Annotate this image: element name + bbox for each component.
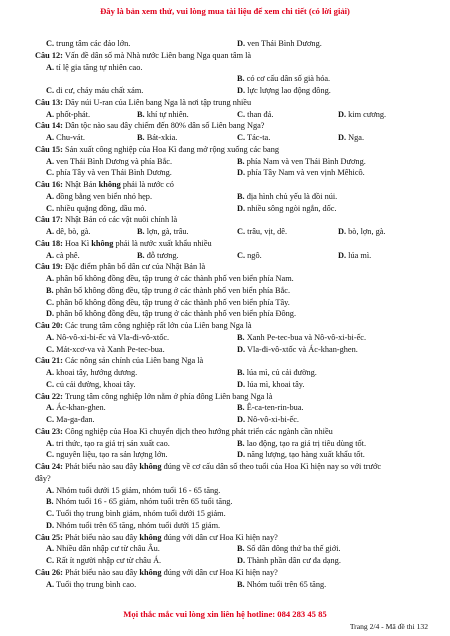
question-number: Câu 16: [35,180,63,189]
option-text: than đá. [247,109,274,119]
option-b [137,109,189,121]
option-a [46,226,91,238]
option-letter: B. [237,191,245,201]
option-text: phía Tây Nam và ven vịnh Mêhicô. [247,168,365,178]
option-left [46,344,165,356]
option-row [35,485,430,497]
question-text: Phát biểu nào sau đây [64,462,140,471]
question-list [35,38,430,590]
option-letter: C. [237,133,246,142]
option-left [46,579,136,591]
option-letter: B. [237,368,245,377]
option-text: đỗ tương. [146,250,179,260]
option-d [338,226,386,238]
option-right [237,438,366,450]
option-letter: A. [46,133,55,142]
question-stem [35,97,430,109]
option-right [237,555,341,567]
option-letter: A. [46,368,55,377]
option-text: lợn, gà, trâu. [146,227,189,236]
option-d [338,132,364,144]
option-text: có cơ cấu dân số già hóa. [246,74,331,84]
option-row [35,132,430,144]
option-letter: A. [46,485,55,495]
option [46,62,142,74]
question-stem [35,391,430,403]
question-number: Câu 21: [35,356,63,366]
option-text: ven Thái Bình Dương. [247,39,322,48]
option [46,285,290,297]
option-row [35,438,430,450]
question-number: Câu 17: [35,215,63,225]
option-letter: D. [46,309,55,319]
option-letter: D. [237,168,246,178]
option [237,73,330,85]
option-letter: C. [237,250,246,260]
option-left [46,555,161,567]
option-text: Nhóm tuổi trên 65 tăng. [246,579,327,589]
option-text: lao động, tạo ra giá trị tiêu dùng tốt. [246,438,367,448]
option-d [338,109,386,121]
option-letter: C. [46,39,55,48]
option-right [237,344,358,356]
question-text-end: phải là nước có [120,180,174,189]
option-left [46,332,169,344]
question-stem [35,355,430,367]
question-stem [35,261,430,273]
question-text: Dãy núi U-ran của Liên bang Nga là nơi tập trung nhiều [64,97,252,107]
option-left [46,543,160,555]
option-row [35,250,430,262]
option-right [237,402,304,414]
option-text: Bát-xkia. [146,133,178,142]
question-text: Dân tộc nào sau đây chiếm đến 80% dân số Liên bang Nga? [64,121,265,131]
option-row [35,308,430,320]
option-text: Số dân đông thứ ba thế giới. [246,544,341,554]
option-text: tỉ lệ gia tăng tự nhiên cao. [56,62,143,72]
option-row [35,555,430,567]
option-text: củ cải đường, khoai tây. [56,379,136,389]
option-letter: C. [46,556,55,565]
option-text: Thành phần dân cư đa dạng. [247,556,341,565]
option-right [237,38,322,50]
question-text: đây? [35,473,51,483]
option-text: Nhóm tuổi trên 65 tăng, nhóm tuổi dưới 15 giảm. [56,520,221,530]
option-text: Chu-vát. [56,133,85,142]
option-left [46,167,172,179]
option-letter: A. [46,403,55,413]
option-letter: A. [46,191,55,201]
option-c [237,250,262,262]
option-text: khoai tây, hướng dương. [56,368,138,377]
option-letter: D. [237,203,246,213]
option-text: nhiều sông ngòi ngắn, dốc. [247,203,337,213]
option-letter: A. [46,62,55,72]
question-number: Câu 24: [35,462,63,471]
option-left [46,191,152,203]
option-text: Tuổi thọ trung bình giảm, nhóm tuổi dưới 15 giảm. [56,509,226,518]
option-right [237,332,366,344]
question-text-end: đúng về cơ cấu dân số theo tuổi của Hoa Kì hiện nay so với trước [161,462,382,471]
option-text: Nô-vô-xi-bi-ếc và Vla-đi-vô-xtốc. [56,332,170,342]
option-letter: C. [46,509,55,518]
question-emphasis: không [139,462,162,471]
option-right [237,579,326,591]
option-left [46,85,143,97]
question-text: Hoa Kì [64,238,92,248]
option-text: ven Thái Bình Dương và phía Bắc. [56,156,173,166]
option-letter: B. [237,438,245,448]
question-text-end: phải là nước xuất khẩu nhiều [113,238,212,248]
option-right [237,543,341,555]
option-left [46,438,170,450]
option-letter: B. [237,403,245,413]
question-emphasis: không [98,180,121,189]
option-row [35,543,430,555]
question-text-end: đúng với dân cư Hoa Kì hiện nay? [161,532,278,542]
question-number: Câu 26: [35,567,63,577]
option-letter: B. [237,332,245,342]
option-letter: C. [46,450,55,460]
option-text: Nhiều dân nhập cư từ châu Âu. [56,544,160,554]
option-text: địa hình chủ yếu là đồi núi. [246,191,338,201]
option-row [35,332,430,344]
option-left [46,203,147,215]
question-stem [35,238,430,250]
option-letter: D. [338,133,347,142]
question-stem [35,320,430,332]
option-letter: A. [46,156,55,166]
option-row [35,367,430,379]
option-letter: B. [237,544,245,554]
option-left [46,449,168,461]
option-b [137,226,189,238]
option [46,297,290,309]
option-right [237,167,365,179]
question-stem [35,567,430,579]
option-row [35,62,430,74]
option-right [237,191,337,203]
option-letter: B. [46,285,54,295]
option-text: phía Tây và ven Thái Bình Dương. [56,168,172,178]
option-letter: C. [46,168,55,178]
option-text: Ác-khan-ghen. [56,403,106,413]
option-row [35,73,430,85]
question-text: Sản xuất công nghiệp của Hoa Kì đang mở rộng xuống các bang [64,144,280,154]
question-emphasis: không [139,567,162,577]
option-letter: D. [338,109,347,119]
option-letter: C. [46,297,55,307]
option-text: bò, lợn, gà. [348,227,386,236]
option-text: Mát-xcơ-va và Xanh Pe-tec-bua. [56,344,165,354]
option [46,508,226,520]
option-letter: D. [237,556,246,565]
question-number: Câu 13: [35,97,63,107]
option-text: kim cương. [348,109,387,119]
option-row [35,344,430,356]
option-right [237,203,337,215]
option-letter: A. [46,227,55,236]
option-text: lúa mì, khoai tây. [247,379,305,389]
option-text: trung tâm các đảo lớn. [56,39,131,48]
question-emphasis: không [91,238,114,248]
question-stem [35,214,430,226]
option-letter: D. [237,39,246,48]
option-text: trâu, vịt, dê. [247,227,288,236]
option-text: đồng bằng ven biển nhỏ hẹp. [56,191,153,201]
option-letter: B. [137,250,145,260]
option-row [35,167,430,179]
option-letter: C. [46,86,55,95]
option-text: Nhóm tuổi 16 - 65 giảm, nhóm tuổi trên 65 tuổi tăng. [55,497,233,507]
option-letter: B. [137,133,145,142]
option [46,496,232,508]
option-row [35,297,430,309]
option-text: nguyên liệu, tạo ra sản lượng lớn. [56,450,168,460]
option-c [237,226,287,238]
question-number: Câu 15: [35,144,63,154]
question-number: Câu 18: [35,238,63,248]
question-number: Câu 12: [35,50,63,60]
question-stem [35,532,430,544]
option-row [35,273,430,285]
option-left [46,379,135,391]
option-row [35,38,430,50]
option-a [46,109,90,121]
option-row [35,508,430,520]
question-text: Nhật Bản có các vật nuôi chính là [64,215,178,225]
question-stem [35,120,430,132]
option-letter: D. [237,86,246,95]
option-letter: B. [137,109,145,119]
question-number: Câu 23: [35,426,63,436]
question-text: Trung tâm công nghiệp lớn nằm ở phía đông Liên bang Nga là [64,391,273,401]
option-d [338,250,371,262]
question-text: Công nghiệp của Hoa Kì chuyển dịch theo hướng phát triển các ngành cần nhiều [64,426,333,436]
option-letter: A. [46,274,55,283]
option-text: Tuổi thọ trung bình cao. [56,579,137,589]
option-a [46,132,85,144]
option-letter: B. [137,227,145,236]
option-text: lúa mì, củ cải đường. [246,368,317,377]
option-a [46,250,80,262]
option-text: phân bố không đồng đều, tập trung ở các thành phố ven biển phía Nam. [56,274,294,283]
option-letter: A. [46,544,55,554]
option-letter: C. [237,227,246,236]
option-letter: A. [46,250,55,260]
preview-banner: Đây là bản xem thử, vui lòng mua tài liệu để xem chi tiết (có lời giải) [100,6,350,16]
option-b [137,132,177,144]
option-letter: D. [237,379,246,389]
option-letter: B. [237,156,245,166]
option-right [237,85,331,97]
option-letter: A. [46,109,55,119]
option-row [35,402,430,414]
option-right [237,156,366,168]
option-row [35,285,430,297]
option-text: phân bố không đồng đều, tập trung ở các thành phố ven biển phía Tây. [56,297,290,307]
hotline-footer: Mọi thắc mắc vui lòng xin liên hệ hotline: 084 283 45 85 [123,609,327,619]
option-left [46,38,130,50]
option-text: Ê-ca-ten-rin-bua. [246,403,304,413]
option-row [35,449,430,461]
option-left [46,414,95,426]
option-row [35,579,430,591]
question-text: Vấn đề dân số mà Nhà nước Liên bang Nga quan tâm là [64,50,252,60]
question-emphasis: không [139,532,162,542]
option-b [137,250,179,262]
option-row [35,109,430,121]
question-text: Các trung tâm công nghiệp rất lớn của Liên bang Nga là [64,321,252,330]
option-right [237,367,317,379]
option-letter: A. [46,579,55,589]
option-text: di cư, chảy máu chất xám. [56,86,144,95]
option-text: Tác-ta. [247,133,271,142]
option-text: Rất ít người nhập cư từ châu Á. [56,556,162,565]
question-number: Câu 14: [35,121,63,131]
option-row [35,520,430,532]
option-text: Vla-đi-vô-xtốc và Ác-khan-ghen. [247,344,358,354]
option-text: phân bố không đồng đều, tập trung ở các thành phố ven biển phía Đông. [56,309,297,319]
question-text: Đặc điểm phân bố dân cư của Nhật Bản là [64,262,206,272]
question-text: Nhật Bản [64,180,99,189]
question-number: Câu 22: [35,391,63,401]
option-letter: C. [46,415,55,424]
option-letter: C. [46,344,55,354]
option-letter: D. [338,250,347,260]
option-letter: B. [237,74,245,84]
question-stem [35,144,430,156]
option-letter: A. [46,332,55,342]
option-text: ngô. [247,250,262,260]
page-info: Trang 2/4 - Mã đề thi 132 [349,622,428,631]
question-text: Các nông sản chính của Liên bang Nga là [64,356,204,366]
question-number: Câu 19: [35,262,63,272]
option-letter: B. [237,579,245,589]
option-text: dê, bò, gà. [56,227,91,236]
option-text: lực lượng lao động đông. [247,86,331,95]
question-text-continued [35,473,430,485]
option-right [237,449,365,461]
option-text: cà phê. [56,250,80,260]
option-text: phân bố không đồng đều, tập trung ở các thành phố ven biển phía Bắc. [55,285,291,295]
question-number: Câu 25: [35,532,63,542]
question-text-end: đúng với dân cư Hoa Kì hiện nay? [161,567,278,577]
option-text: nhiều quặng đồng, dầu mỏ. [56,203,147,213]
option-letter: C. [46,379,55,389]
option [46,520,220,532]
option-letter: D. [237,450,246,460]
option-row [35,226,430,238]
option-text: Ma-ga-đan. [56,415,95,424]
option-letter: D. [237,415,246,424]
option-text: Nhóm tuổi dưới 15 giảm, nhóm tuổi 16 - 65 tăng. [56,485,221,495]
option-letter: D. [237,344,246,354]
question-stem [35,179,430,191]
question-stem [35,50,430,62]
option [46,308,296,320]
option-left [46,367,137,379]
question-text: Phát biểu nào sau đây [64,567,140,577]
option-letter: C. [237,109,246,119]
option-letter: B. [46,497,54,507]
option-letter: D. [338,227,347,236]
option-row [35,191,430,203]
option-letter: D. [46,520,55,530]
option-row [35,85,430,97]
option-text: Nga. [348,133,365,142]
option-text: khí tự nhiên. [146,109,189,119]
question-number: Câu 20: [35,321,63,330]
question-stem [35,461,430,473]
option-right [237,414,299,426]
option-text: phía Nam và ven Thái Bình Dương. [246,156,366,166]
option-row [35,379,430,391]
option-row [35,203,430,215]
option-c [237,109,273,121]
option-text: tri thức, tạo ra giá trị sản xuất cao. [56,438,170,448]
option-text: năng lượng, tạo hàng xuất khẩu tốt. [247,450,365,460]
option [46,485,220,497]
option-row [35,156,430,168]
question-text: Phát biểu nào sau đây [64,532,140,542]
option-row [35,496,430,508]
option-letter: C. [46,203,55,213]
option-text: Xanh Pe-tec-bua và Nô-vô-xi-bi-ếc. [246,332,367,342]
option-text: Nô-vô-xi-bi-ếc. [247,415,299,424]
option-letter: A. [46,438,55,448]
option [46,273,294,285]
option-text: phốt-phát. [56,109,91,119]
option-left [46,402,106,414]
question-stem [35,426,430,438]
option-row [35,414,430,426]
option-left [46,156,172,168]
option-text: lúa mì. [348,250,372,260]
option-right [237,379,304,391]
option-c [237,132,270,144]
